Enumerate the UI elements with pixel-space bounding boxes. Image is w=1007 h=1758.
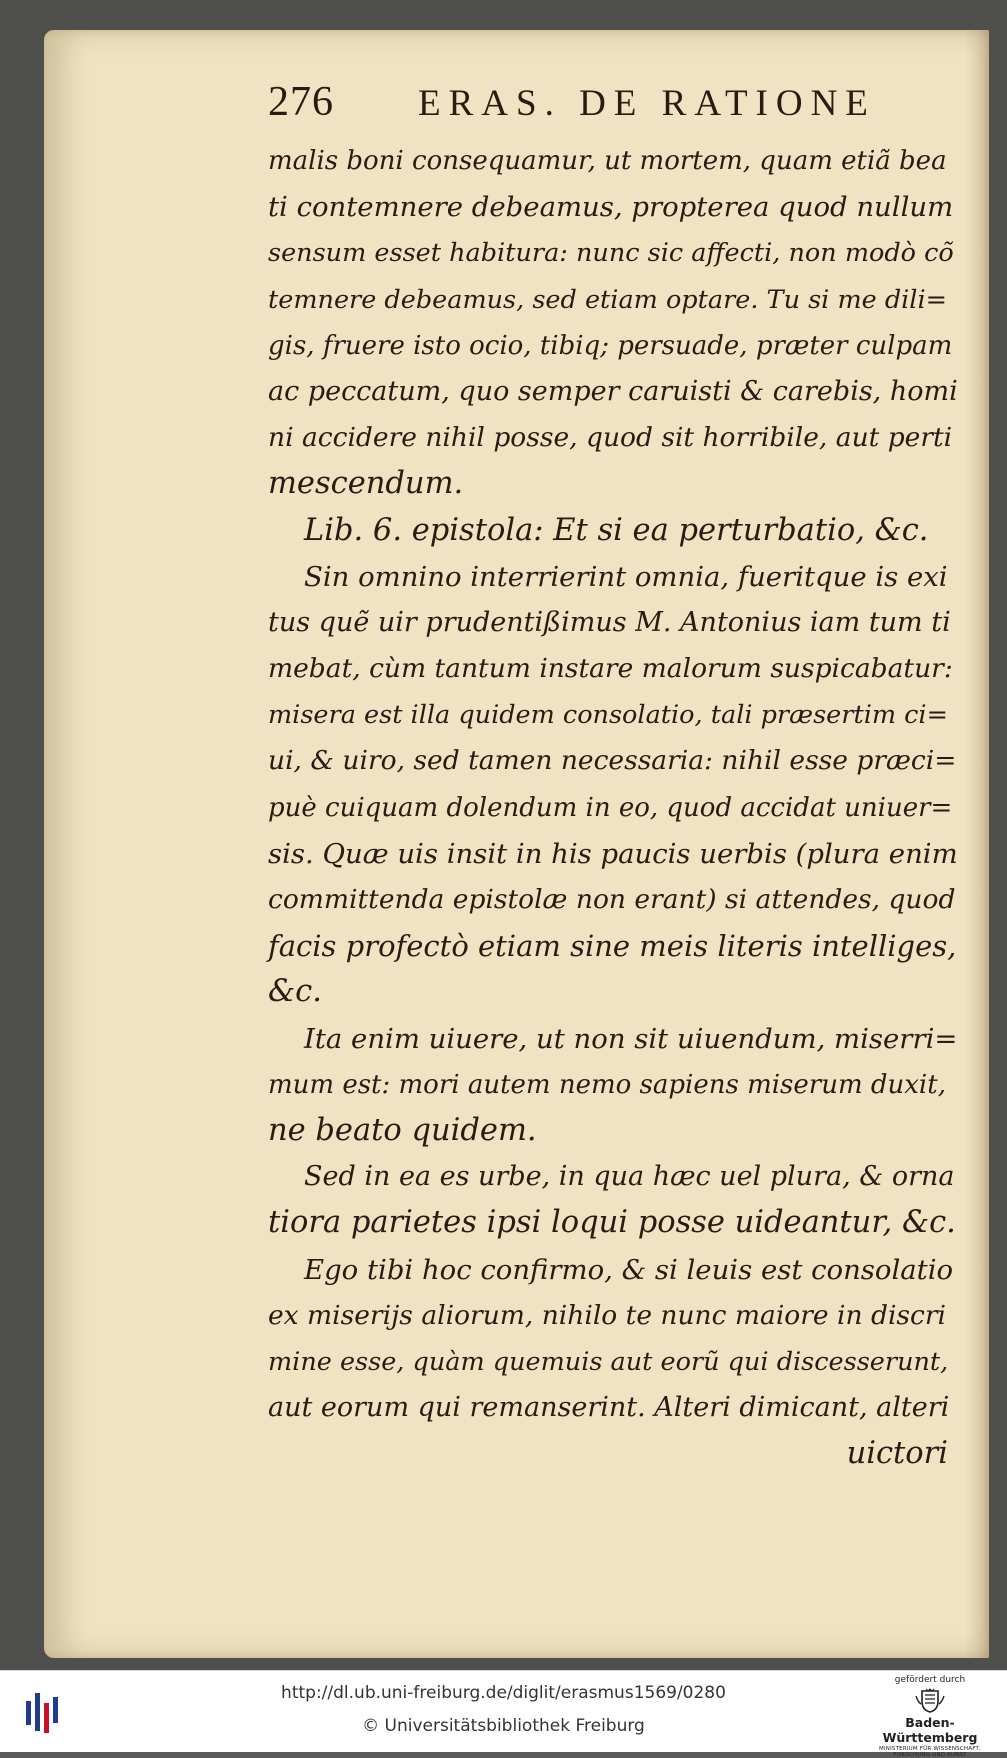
text-line: Ego tibi hoc confirmo, & si leuis est consolatio (304, 1253, 954, 1286)
text-line: committenda epistolæ non erant) si attendes, quod (268, 884, 956, 915)
text-line: aut eorum qui remanserint. Alteri dimicant, alteri (268, 1392, 950, 1424)
sponsor-ministry-name: MINISTERIUM FÜR WISSENSCHAFT, FORSCHUNG UND KUNST (879, 1746, 981, 1758)
text-line: gis, fruere isto ocio, tibiq; persuade, præter culpam (268, 330, 953, 361)
copyright-text: © Universitätsbibliothek Freiburg (362, 1716, 645, 1736)
text-line: Sin omnino interrierint omnia, fueritque is exi (304, 560, 948, 593)
text-line: ex miserijs aliorum, nihilo te nunc maiore in discri (268, 1299, 947, 1331)
text-line: ac peccatum, quo semper caruisti & carebis, homi (268, 375, 958, 407)
text-line: misera est illa quidem consolatio, tali præsertim ci= (268, 700, 948, 731)
text-line: sensum esset habitura: nunc sic affecti, non modò cõ (268, 238, 954, 269)
text-line: puè cuiquam dolendum in eo, quod accidat uniuer= (268, 792, 953, 823)
text-line: mum est: mori autem nemo sapiens miserum duxit, (268, 1069, 946, 1100)
text-line: ti contemnere debeamus, propterea quod nullum (268, 191, 954, 224)
text-line: malis boni consequamur, ut mortem, quam etiã bea (268, 146, 947, 176)
sponsor-funded-label: gefördert durch (894, 1675, 966, 1685)
text-line: ui, & uiro, sed tamen necessaria: nihil esse præci= (268, 745, 957, 777)
text-line: ni accidere nihil posse, quod sit horribile, aut perti (268, 422, 953, 454)
text-line: mebat, cùm tantum instare malorum suspicabatur: (268, 653, 953, 685)
running-head: ERAS. DE RATIONE (418, 83, 876, 124)
text-line: facis profectò etiam sine meis literis intelliges, (268, 929, 957, 964)
text-line: ne beato quidem. (268, 1112, 537, 1148)
text-line: Ita enim uiuere, ut non sit uiuendum, miserri= (304, 1022, 958, 1055)
text-line: Lib. 6. epistola: Et si ea perturbatio, &c. (304, 512, 929, 548)
sponsor-state-name: Baden-Württemberg (882, 1715, 978, 1745)
text-line: mescendum. (268, 466, 464, 502)
text-line: tiora parietes ipsi loqui posse uideantur, &c. (268, 1205, 956, 1241)
sponsor-block (869, 1673, 991, 1758)
text-line: temnere debeamus, sed etiam optare. Tu si me dili= (268, 284, 947, 315)
baden-wuerttemberg-crest-icon (913, 1688, 947, 1714)
text-line: &c. (268, 974, 322, 1010)
catchword: uictori (846, 1436, 948, 1472)
page-header (268, 68, 908, 138)
text-line: tus quẽ uir prudentißimus M. Antonius iam tum ti (268, 606, 951, 638)
text-line: Sed in ea es urbe, in qua hæc uel plura, & orna (304, 1161, 955, 1193)
text-line: sis. Quæ uis insit in his paucis uerbis (plura enim (268, 837, 958, 870)
page-number: 276 (268, 79, 334, 125)
permalink-url[interactable]: http://dl.ub.uni-freiburg.de/diglit/erasmus1569/0280 (281, 1683, 726, 1703)
footer-bar (0, 1670, 1007, 1758)
page-text-block (268, 138, 958, 1477)
text-line: mine esse, quàm quemuis aut eorũ qui discesserunt, (268, 1346, 949, 1377)
